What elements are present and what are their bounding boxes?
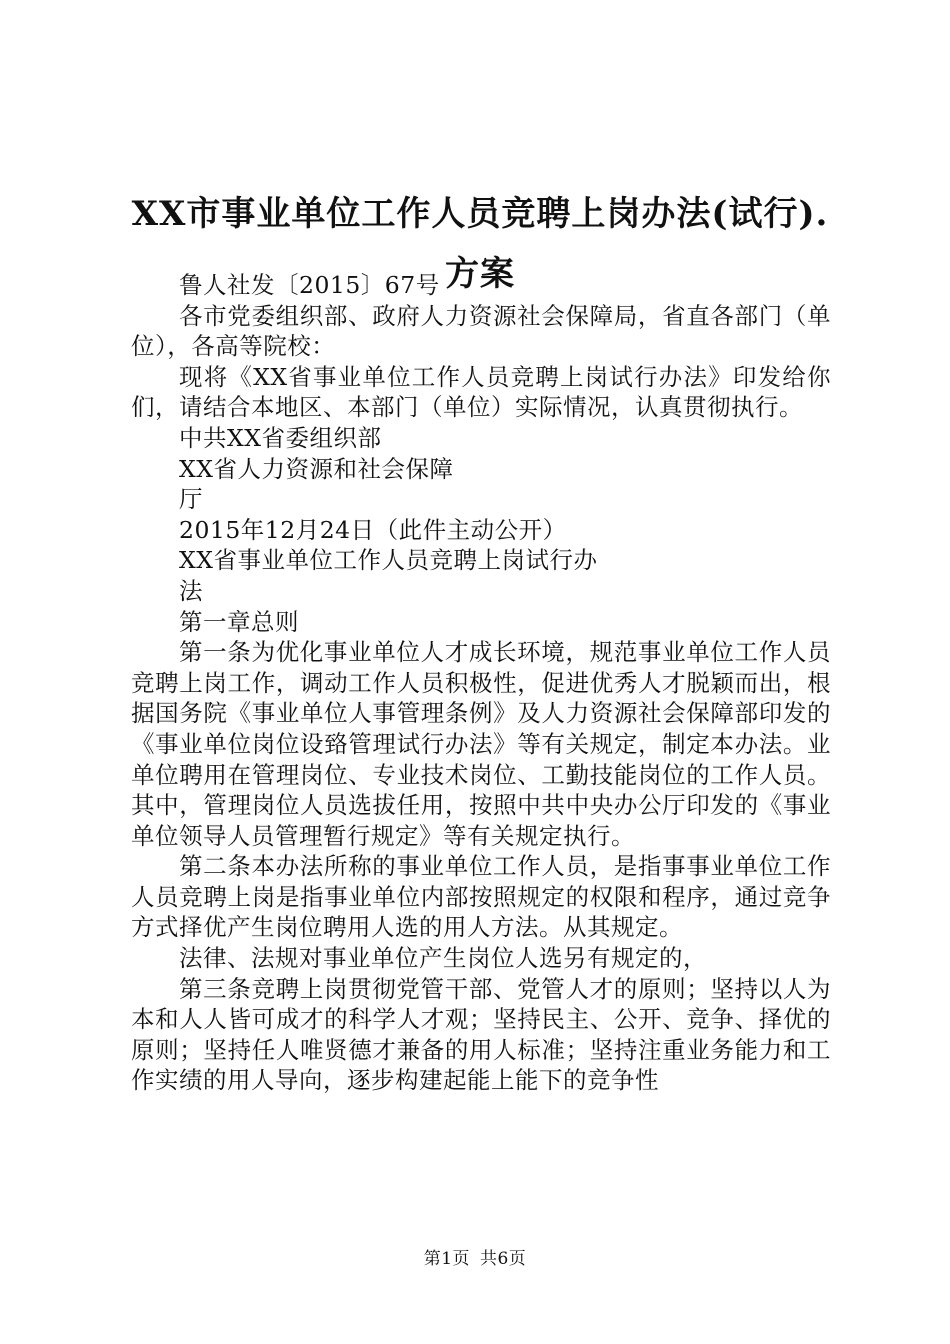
- article-2: 第二条本办法所称的事业单位工作人员，是指事事业单位工作人员竞聘上岗是指事业单位内部按照规定的权限和程序，通过竞争方式择优产生岗位聘用人选的用人方法。从其规定。: [131, 852, 831, 942]
- article-3: 第三条竞聘上岗贯彻党管干部、党管人才的原则；坚持以人为本和人人皆可成才的科学人才观；坚持民主、公开、竞争、择优的原则；坚持任人唯贤德才兼备的用人标准；坚持注重业务能力和工作实绩的用人导向，逐步构建起能上能下的竞争性: [131, 974, 831, 1095]
- sub-title-b: 法: [179, 576, 203, 605]
- document-number: 鲁人社发〔2015〕67号: [179, 271, 440, 299]
- page-footer: [0, 1244, 950, 1269]
- article-2-note: 法律、法规对事业单位产生岗位人选另有规定的，: [179, 944, 707, 973]
- page-total: 共6页: [479, 1249, 527, 1269]
- page-current: 第1页: [423, 1249, 471, 1269]
- issue-date: 2015年12月24日（此件主动公开）: [179, 515, 567, 544]
- document-title-line2: 方案: [445, 254, 515, 294]
- document-title-line1: XX市事业单位工作人员竞聘上岗办法(试行).: [131, 194, 829, 234]
- addressee: 各市党委组织部、政府人力资源社会保障局，省直各部门（单位），各高等院校：: [131, 301, 831, 361]
- sub-title-a: XX省事业单位工作人员竞聘上岗试行办: [179, 546, 598, 575]
- issuer-organization-2b: 厅: [179, 485, 203, 514]
- document-body: [131, 270, 831, 1096]
- issuer-organization-1: 中共XX省委组织部: [179, 423, 382, 452]
- notice-paragraph: 现将《XX省事业单位工作人员竞聘上岗试行办法》印发给你们，请结合本地区、本部门（单位）实际情况，认真贯彻执行。: [131, 362, 831, 422]
- chapter-heading: 第一章总则: [179, 607, 299, 636]
- issuer-organization-2a: XX省人力资源和社会保障: [179, 454, 454, 483]
- article-1: 第一条为优化事业单位人才成长环境，规范事业单位工作人员竞聘上岗工作，调动工作人员积极性，促进优秀人才脱颖而出，根据国务院《事业单位人事管理条例》及人力资源社会保障部印发的《事业单位岗位设臵管理试行办法》等有关规定，制定本办法。业单位聘用在管理岗位、专业技术岗位、工勤技能岗位的工作人员。其中，管理岗位人员选拔任用，按照中共中央办公厅印发的《事业单位领导人员管理暂行规定》等有关规定执行。: [131, 638, 831, 850]
